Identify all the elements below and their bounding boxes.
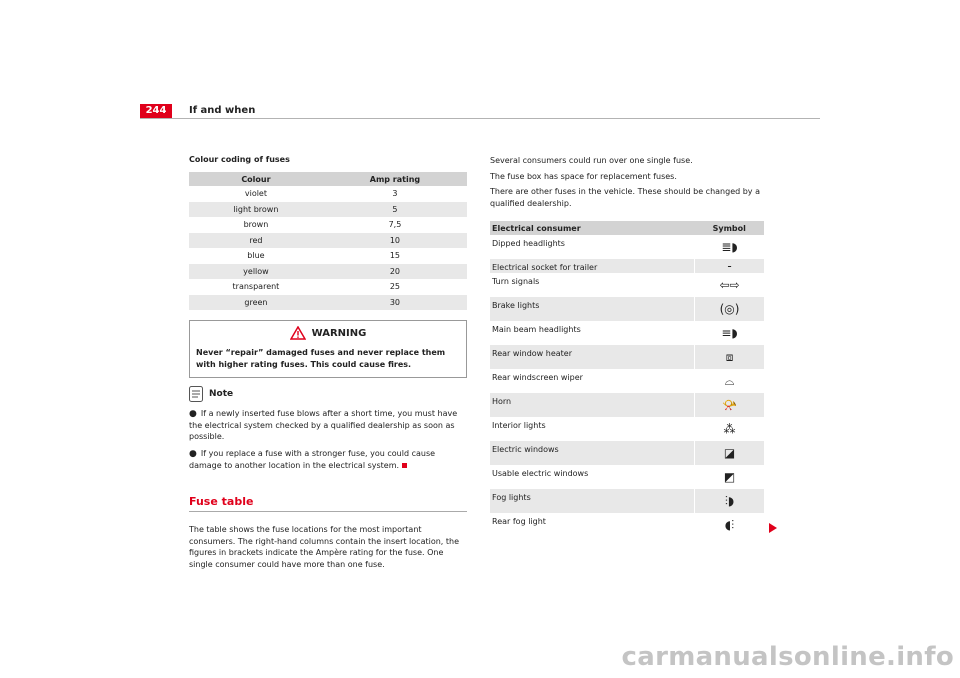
main-beam-icon: ≡◗ (721, 326, 738, 340)
table-row (490, 393, 764, 417)
note-item (189, 408, 467, 442)
electric-window-icon: ◪ (723, 446, 736, 460)
amp-rating: 7,5 (388, 220, 402, 230)
consumer-name: Interior lights (492, 421, 546, 430)
interior-light-icon: ⁂ (723, 422, 736, 436)
fuse-colour: red (189, 233, 323, 249)
col-header-colour: Colour (189, 172, 323, 186)
table-row (189, 233, 467, 249)
col-header-consumer: Electrical consumer (490, 221, 695, 235)
amp-rating: 5 (323, 202, 467, 218)
consumer-symbol (695, 235, 764, 259)
table-row (490, 235, 764, 259)
section-end-icon (402, 463, 407, 468)
amp-rating: 10 (323, 233, 467, 249)
table-row (490, 465, 764, 489)
dipped-headlight-icon: ≣◗ (721, 240, 738, 254)
rear-wiper-icon: ⌓ (724, 373, 735, 388)
no-symbol: - (727, 259, 732, 273)
fuse-colour: brown (243, 220, 269, 230)
consumer-symbol (695, 345, 764, 369)
table-row (490, 345, 764, 369)
consumer-name: Rear fog light (492, 517, 546, 526)
table-row (490, 321, 764, 345)
amp-rating: 15 (389, 251, 401, 261)
fuse-table-title: Fuse table (189, 495, 467, 512)
consumer-name: Electrical socket for trailer (490, 259, 695, 273)
left-column (189, 155, 467, 570)
warning-heading (196, 325, 460, 341)
table-row (189, 248, 467, 264)
brake-light-icon: (◎) (719, 302, 740, 316)
consumer-symbol (695, 393, 764, 417)
watermark: carmanualsonline.info (621, 642, 954, 672)
paragraph: There are other fuses in the vehicle. These should be changed by a qualified dealership. (490, 187, 760, 208)
table-row (490, 369, 764, 393)
note-icon (189, 386, 203, 402)
consumer-name: Horn (490, 393, 695, 417)
table-row (490, 259, 764, 273)
amp-rating: 20 (323, 264, 467, 280)
rear-fog-light-icon: ◖⫶ (724, 517, 735, 532)
paragraph: Several consumers could run over one single fuse. (490, 156, 693, 165)
fuse-colour: yellow (189, 264, 323, 280)
note-item-text: If you replace a fuse with a stronger fuse, you could cause damage to another location in the electrical system. (189, 449, 436, 470)
page-number: 244 (140, 104, 172, 118)
fog-light-icon: ⫶◗ (724, 493, 735, 508)
col-header-symbol: Symbol (695, 221, 764, 235)
consumer-name: Main beam headlights (492, 325, 581, 334)
consumer-symbol (695, 513, 764, 537)
consumer-symbol (695, 369, 764, 393)
consumer-symbol (695, 489, 764, 513)
table-row (490, 489, 764, 513)
consumer-symbol (695, 259, 764, 273)
col-header-amp: Amp rating (323, 172, 467, 186)
table-row (189, 264, 467, 280)
page-title: If and when (189, 105, 256, 116)
consumer-symbol (695, 321, 764, 345)
consumer-name: Fog lights (490, 489, 695, 513)
consumer-symbol (695, 273, 764, 297)
consumer-name: Brake lights (490, 297, 695, 321)
consumer-table (490, 221, 764, 537)
amp-rating: 25 (389, 282, 401, 292)
fuse-colour: green (189, 295, 323, 311)
fuse-colour: blue (247, 251, 265, 261)
consumer-symbol (695, 417, 764, 441)
consumer-name: Electric windows (490, 441, 695, 465)
table-row (189, 295, 467, 311)
warning-label: WARNING (311, 327, 367, 339)
warning-triangle-icon (290, 326, 306, 340)
bullet-icon: ● (189, 449, 197, 459)
next-page-arrow-icon[interactable] (769, 523, 777, 533)
consumer-symbol (695, 297, 764, 321)
right-column (490, 155, 764, 537)
note-item (189, 448, 467, 471)
table-row (490, 441, 764, 465)
table-row (189, 217, 467, 233)
consumer-name: Turn signals (492, 277, 540, 286)
bullet-icon: ● (189, 409, 197, 419)
table-row (490, 297, 764, 321)
fuse-colour-table (189, 172, 467, 310)
fuse-colour-heading: Colour coding of fuses (189, 155, 290, 164)
fuse-table-intro: The table shows the fuse locations for the most important consumers. The right-hand columns contain the insert location, the figures in brackets indicate the Ampère rating for the fuse. One single consumer could have more than one fuse. (189, 525, 460, 569)
table-row (189, 186, 467, 202)
table-row (189, 202, 467, 218)
consumer-name: Rear windscreen wiper (492, 373, 583, 382)
note-heading (189, 386, 467, 402)
warning-box (189, 320, 467, 378)
horn-icon: 📯 (722, 398, 737, 412)
rear-window-heater-icon: ⧈ (725, 349, 734, 364)
turn-signal-icon: ⇦⇨ (719, 278, 740, 292)
warning-text: Never “repair” damaged fuses and never replace them with higher rating fuses. This could cause fires. (196, 348, 446, 369)
consumer-name: Dipped headlights (492, 239, 565, 248)
consumer-name: Usable electric windows (492, 469, 589, 478)
note-label: Note (209, 389, 234, 399)
note-item-text: If a newly inserted fuse blows after a short time, you must have the electrical system checked by a qualified dealership as soon as possible. (189, 409, 458, 441)
table-row (189, 279, 467, 295)
paragraph: The fuse box has space for replacement fuses. (490, 171, 677, 181)
fuse-colour: violet (244, 189, 267, 199)
window-lock-icon: ◩ (723, 470, 736, 484)
amp-rating: 3 (392, 189, 398, 199)
fuse-colour: light brown (189, 202, 323, 218)
table-row (490, 513, 764, 537)
fuse-colour: transparent (232, 282, 280, 292)
consumer-name: Rear window heater (490, 345, 695, 369)
table-row (490, 273, 764, 297)
header-divider (140, 118, 820, 119)
amp-rating: 30 (323, 295, 467, 311)
consumer-symbol (695, 441, 764, 465)
table-row (490, 417, 764, 441)
consumer-symbol (695, 465, 764, 489)
